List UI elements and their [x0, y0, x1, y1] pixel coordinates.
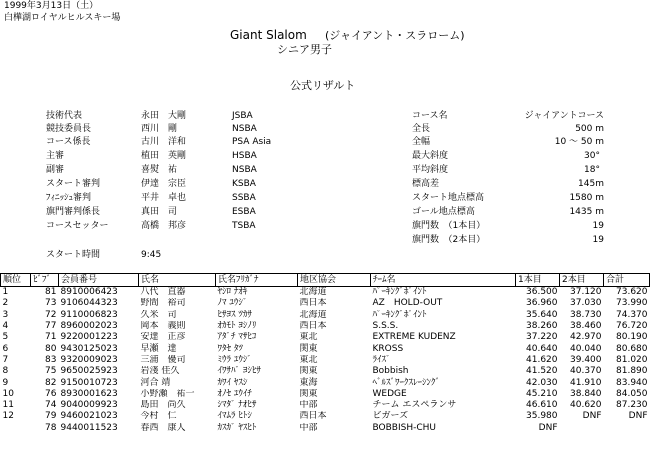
col-team-cell: EXTREME KUDENZ — [372, 332, 456, 343]
col-bib-cell: 78 — [45, 422, 57, 433]
course-label: 全長 — [412, 124, 431, 134]
course-label: 全幅 — [412, 137, 431, 147]
course-value: 1580 m — [569, 193, 604, 203]
col-run2-header: 2本目 — [560, 274, 604, 287]
table-row — [1, 321, 650, 332]
col-run2-cell: 40.620 — [570, 400, 602, 411]
official-role: ﾌｨﾆｯｼｭ審判 — [46, 193, 92, 203]
col-team-cell: ﾍﾞﾙｽﾞﾜｰｸｽﾚｰｼﾝｸﾞ — [372, 377, 441, 388]
col-region-cell: 西日本 — [299, 298, 327, 309]
col-run2-cell — [560, 423, 604, 434]
table-header-row — [1, 274, 650, 287]
table-row — [1, 287, 650, 299]
col-bib-cell: 81 — [45, 287, 57, 298]
table-row — [1, 355, 650, 366]
col-total-cell: 87.230 — [616, 400, 648, 411]
course-value: 10 ～ 50 m — [554, 137, 604, 147]
col-furigana-cell: ｲﾏﾑﾗ ﾋﾄｼ — [217, 411, 252, 422]
col-member-no-cell: 9440011523 — [60, 422, 118, 433]
col-furigana-cell: ｶｽｶﾞ ﾔｽﾋﾄ — [217, 422, 257, 433]
col-region-cell: 関東 — [299, 388, 318, 399]
col-region-cell: 関東 — [299, 366, 318, 377]
col-name-cell: 河合 靖 — [140, 377, 171, 388]
col-furigana-header: 氏名ﾌﾘｶﾞﾅ — [216, 274, 298, 287]
col-furigana-cell: ﾋｻﾖｽ ﾂｶｻ — [217, 309, 252, 320]
col-member-no-cell: 9320009023 — [60, 354, 118, 365]
start-time-value: 9:45 — [141, 250, 162, 260]
col-furigana-cell: ﾉﾏ ﾕｳｼﾞ — [217, 298, 248, 309]
event-title: Giant Slalom — [230, 28, 307, 42]
col-furigana-cell: ｵﾉｾ ﾕｳｲﾁ — [217, 388, 252, 399]
col-run1-cell: 37.220 — [526, 332, 558, 343]
col-team-cell: ビガーズ — [372, 411, 409, 422]
col-run1-cell: 40.640 — [526, 343, 558, 354]
col-region-cell: 西日本 — [299, 411, 327, 422]
col-bib-cell: 71 — [45, 332, 57, 343]
col-name-cell: 岩淺 佳久 — [140, 366, 180, 377]
official-name: 永田 大剛 — [141, 111, 187, 121]
official-org: NSBA — [232, 124, 257, 134]
col-member-no-cell: 8910006423 — [60, 287, 118, 298]
col-total-cell: 74.370 — [616, 309, 648, 320]
col-run1-cell: 36.960 — [526, 298, 558, 309]
official-org: ESBA — [232, 207, 256, 217]
col-bib-header: ﾋﾞﾌﾞ — [31, 274, 59, 287]
table-row — [1, 343, 650, 354]
col-total-header: 合計 — [604, 274, 650, 287]
col-rank-cell: 9 — [2, 377, 9, 388]
results-body — [1, 287, 650, 434]
course-value: 18° — [584, 165, 600, 175]
col-run1-cell: 45.210 — [526, 388, 558, 399]
col-name-cell: 今村 仁 — [140, 411, 177, 422]
col-total-cell — [604, 423, 650, 434]
col-rank-header: 順位 — [1, 274, 31, 287]
course-value: 145m — [578, 179, 604, 189]
col-run2-cell: 38.730 — [570, 309, 602, 320]
col-member-no-cell: 9040009923 — [60, 400, 118, 411]
col-furigana-cell: ﾔｼﾛ ﾅｵｷ — [217, 287, 248, 298]
col-rank-cell: 6 — [2, 343, 9, 354]
col-bib-cell: 75 — [45, 366, 57, 377]
col-team-cell: ﾊﾟｰｷﾝｸﾞﾎﾟｲﾝﾄ — [372, 287, 427, 298]
col-team-cell: ﾗｲｽﾞ — [372, 354, 391, 365]
col-run2-cell: 41.910 — [570, 377, 602, 388]
col-member-no-cell: 8930001623 — [60, 388, 118, 399]
col-name-cell: 安達 正彦 — [140, 332, 186, 343]
col-member-no-cell: 9650025923 — [60, 366, 118, 377]
col-team-cell: チーム エスペランサ — [372, 400, 457, 411]
course-label: 平均斜度 — [412, 165, 449, 175]
col-region-cell: 北海道 — [299, 287, 327, 298]
col-total-cell: 76.720 — [616, 321, 648, 332]
col-name-cell: 春西 康人 — [140, 422, 186, 433]
course-value: 500 m — [575, 124, 604, 134]
table-row — [1, 298, 650, 309]
official-name: 古川 洋和 — [141, 137, 187, 147]
col-total-cell: 83.940 — [616, 377, 648, 388]
col-total-cell: 81.020 — [616, 354, 648, 365]
col-furigana-cell: ｱﾀﾞﾁ ﾏｻﾋｺ — [217, 332, 257, 343]
col-furigana-cell: ｲﾜｻﾊﾞ ﾖｼﾋｻ — [217, 366, 261, 377]
official-org: TSBA — [232, 221, 256, 231]
official-org: PSA Asia — [232, 137, 272, 147]
event-date: 1999年3月13日（土） — [4, 1, 99, 11]
official-name: 真田 司 — [141, 207, 178, 217]
table-row — [1, 377, 650, 388]
col-member-no-cell: 9106044323 — [60, 298, 118, 309]
col-furigana-cell: ｼﾏﾀﾞ ﾅｵﾋｻ — [217, 400, 257, 411]
col-total-cell: DNF — [628, 411, 648, 422]
col-team-cell: BOBBISH-CHU — [372, 422, 436, 433]
official-role: コース係長 — [46, 137, 91, 147]
col-run1-header: 1本目 — [516, 274, 560, 287]
col-bib-cell: 73 — [45, 298, 57, 309]
official-role: 技術代表 — [46, 111, 83, 121]
course-label: 最大斜度 — [412, 151, 449, 161]
col-bib-cell: 80 — [45, 343, 57, 354]
col-total-cell: 81.890 — [616, 366, 648, 377]
col-bib-cell: 76 — [45, 388, 57, 399]
official-name: 伊達 宗臣 — [141, 179, 187, 189]
col-run2-cell: 38.840 — [570, 388, 602, 399]
course-label: 旗門数 （2本目） — [412, 235, 486, 245]
col-member-no-cell: 9220001223 — [60, 332, 118, 343]
col-run2-cell: DNF — [582, 411, 602, 422]
table-row — [1, 310, 650, 321]
result-title: 公式リザルト — [290, 79, 356, 92]
col-region-cell: 中部 — [299, 400, 318, 411]
col-total-cell: 73.990 — [616, 298, 648, 309]
table-row — [1, 423, 650, 434]
col-region-cell: 中部 — [299, 422, 318, 433]
col-region-cell: 東北 — [299, 354, 318, 365]
col-rank-cell: 1 — [2, 287, 9, 298]
col-run1-cell: 35.640 — [526, 309, 558, 320]
col-run1-cell: 42.030 — [526, 377, 558, 388]
col-bib-cell: 74 — [45, 400, 57, 411]
col-member-no-cell: 8960002023 — [60, 321, 118, 332]
col-rank-cell: 7 — [2, 354, 9, 365]
official-org: SSBA — [232, 193, 256, 203]
col-run1-cell: 41.620 — [526, 354, 558, 365]
col-team-cell: WEDGE — [372, 388, 407, 399]
col-name-cell: 三浦 優司 — [140, 354, 186, 365]
table-row — [1, 411, 650, 422]
course-value: 19 — [592, 235, 604, 245]
col-run2-cell: 38.460 — [570, 321, 602, 332]
official-org: HSBA — [232, 151, 257, 161]
official-role: 競技委員長 — [46, 124, 92, 134]
col-run2-cell: 40.370 — [570, 366, 602, 377]
event-title-jp: (ジャイアント・スラローム) — [325, 29, 465, 42]
col-name-cell: 早瀬 達 — [140, 343, 177, 354]
course-label: 標高差 — [412, 179, 440, 189]
col-run2-cell: 40.040 — [570, 343, 602, 354]
official-org: NSBA — [232, 165, 257, 175]
course-label: スタート地点標高 — [412, 193, 485, 203]
official-org: JSBA — [232, 111, 253, 121]
col-team-cell: AZ HOLD-OUT — [372, 298, 443, 309]
table-row — [1, 400, 650, 411]
col-run2-cell: 37.030 — [570, 298, 602, 309]
col-rank-cell: 12 — [2, 411, 14, 422]
course-label: ゴール地点標高 — [412, 207, 475, 217]
col-region-cell: 東海 — [299, 377, 318, 388]
col-name-cell: 久米 司 — [140, 309, 177, 320]
col-member-no-cell: 9430125023 — [60, 343, 118, 354]
col-furigana-cell: ｶﾜｲ ﾔｽｼ — [217, 377, 248, 388]
category-title: シニア男子 — [277, 43, 332, 56]
col-name-cell: 野間 裕司 — [140, 298, 186, 309]
table-row — [1, 366, 650, 377]
col-bib-cell: 77 — [45, 321, 57, 332]
official-name: 高橋 邦彦 — [141, 221, 187, 231]
official-name: 喜熨 祐 — [141, 165, 178, 175]
official-name: 西川 剛 — [141, 124, 178, 134]
table-row — [1, 389, 650, 400]
col-run2-cell: 42.970 — [570, 332, 602, 343]
col-run1-cell: 35.980 — [526, 411, 558, 422]
col-furigana-cell: ﾜﾀｾ ﾀﾂ — [217, 343, 243, 354]
col-furigana-cell: ﾐｳﾗ ﾕｳｼﾞ — [217, 354, 252, 365]
col-rank-cell: 8 — [2, 366, 9, 377]
official-role: コースセッター — [46, 221, 109, 231]
col-team-header: ﾁｰﾑ名 — [371, 274, 516, 287]
col-rank-cell: 2 — [2, 298, 9, 309]
course-label: 旗門数 （1本目） — [412, 221, 486, 231]
official-role: 旗門審判係長 — [46, 207, 101, 217]
col-rank-cell: 4 — [2, 321, 9, 332]
col-run1-cell: 38.260 — [526, 321, 558, 332]
col-run1-cell: DNF — [538, 422, 558, 433]
venue-name: 白樺湖ロイヤルヒルスキー場 — [4, 13, 121, 23]
course-value: 30° — [584, 151, 600, 161]
col-run1-cell: 46.610 — [526, 400, 558, 411]
col-furigana-cell: ｵｶﾓﾄ ﾖｼﾉﾘ — [217, 321, 257, 332]
col-name-cell: 岡本 義則 — [140, 321, 186, 332]
col-member-no-header: 会員番号 — [59, 274, 139, 287]
col-total-cell: 80.680 — [616, 343, 648, 354]
col-name-header: 氏名 — [139, 274, 216, 287]
col-rank-cell: 3 — [2, 309, 9, 320]
official-role: 主審 — [46, 151, 65, 161]
table-row — [1, 332, 650, 343]
col-run2-cell: 37.120 — [570, 287, 602, 298]
col-name-cell: 小野瀬 祐一 — [140, 388, 195, 399]
col-bib-cell: 83 — [45, 354, 57, 365]
official-role: スタート審判 — [46, 179, 101, 189]
col-team-cell: S.S.S. — [372, 321, 399, 332]
col-total-cell: 80.190 — [616, 332, 648, 343]
col-member-no-cell: 9460021023 — [60, 411, 118, 422]
official-role: 副審 — [46, 165, 65, 175]
col-name-cell: 島田 尚久 — [140, 400, 186, 411]
col-run1-cell: 36.500 — [526, 287, 558, 298]
col-rank-cell: 11 — [2, 400, 14, 411]
col-rank-cell: 5 — [2, 332, 9, 343]
col-region-cell: 関東 — [299, 343, 318, 354]
course-value: 19 — [592, 221, 604, 231]
official-name: 植田 英剛 — [141, 151, 187, 161]
col-region-header: 地区協会 — [298, 274, 371, 287]
col-bib-cell: 72 — [45, 309, 57, 320]
col-total-cell: 73.620 — [616, 287, 648, 298]
col-bib-cell: 79 — [45, 411, 57, 422]
col-total-cell: 84.050 — [616, 388, 648, 399]
course-label: コース名 — [412, 111, 448, 121]
official-org: KSBA — [232, 179, 256, 189]
results-table — [0, 273, 650, 434]
col-team-cell: KROSS — [372, 343, 404, 354]
col-rank-cell — [1, 423, 31, 434]
col-bib-cell: 82 — [45, 377, 57, 388]
col-team-cell: Bobbish — [372, 366, 409, 377]
course-value: 1435 m — [569, 207, 604, 217]
col-run2-cell: 39.400 — [570, 354, 602, 365]
col-member-no-cell: 9150010723 — [60, 377, 118, 388]
col-rank-cell: 10 — [2, 388, 14, 399]
col-run1-cell: 41.520 — [526, 366, 558, 377]
col-region-cell: 東北 — [299, 332, 318, 343]
col-region-cell: 北海道 — [299, 309, 327, 320]
start-time-label: スタート時間 — [46, 250, 101, 260]
course-value: ジャイアントコース — [524, 111, 604, 121]
official-name: 平井 卓也 — [141, 193, 187, 203]
col-team-cell: ﾊﾟｰｷﾝｸﾞﾎﾟｲﾝﾄ — [372, 309, 427, 320]
col-region-cell: 西日本 — [299, 321, 327, 332]
col-name-cell: 八代 直器 — [140, 287, 186, 298]
col-member-no-cell: 9110006823 — [60, 309, 118, 320]
